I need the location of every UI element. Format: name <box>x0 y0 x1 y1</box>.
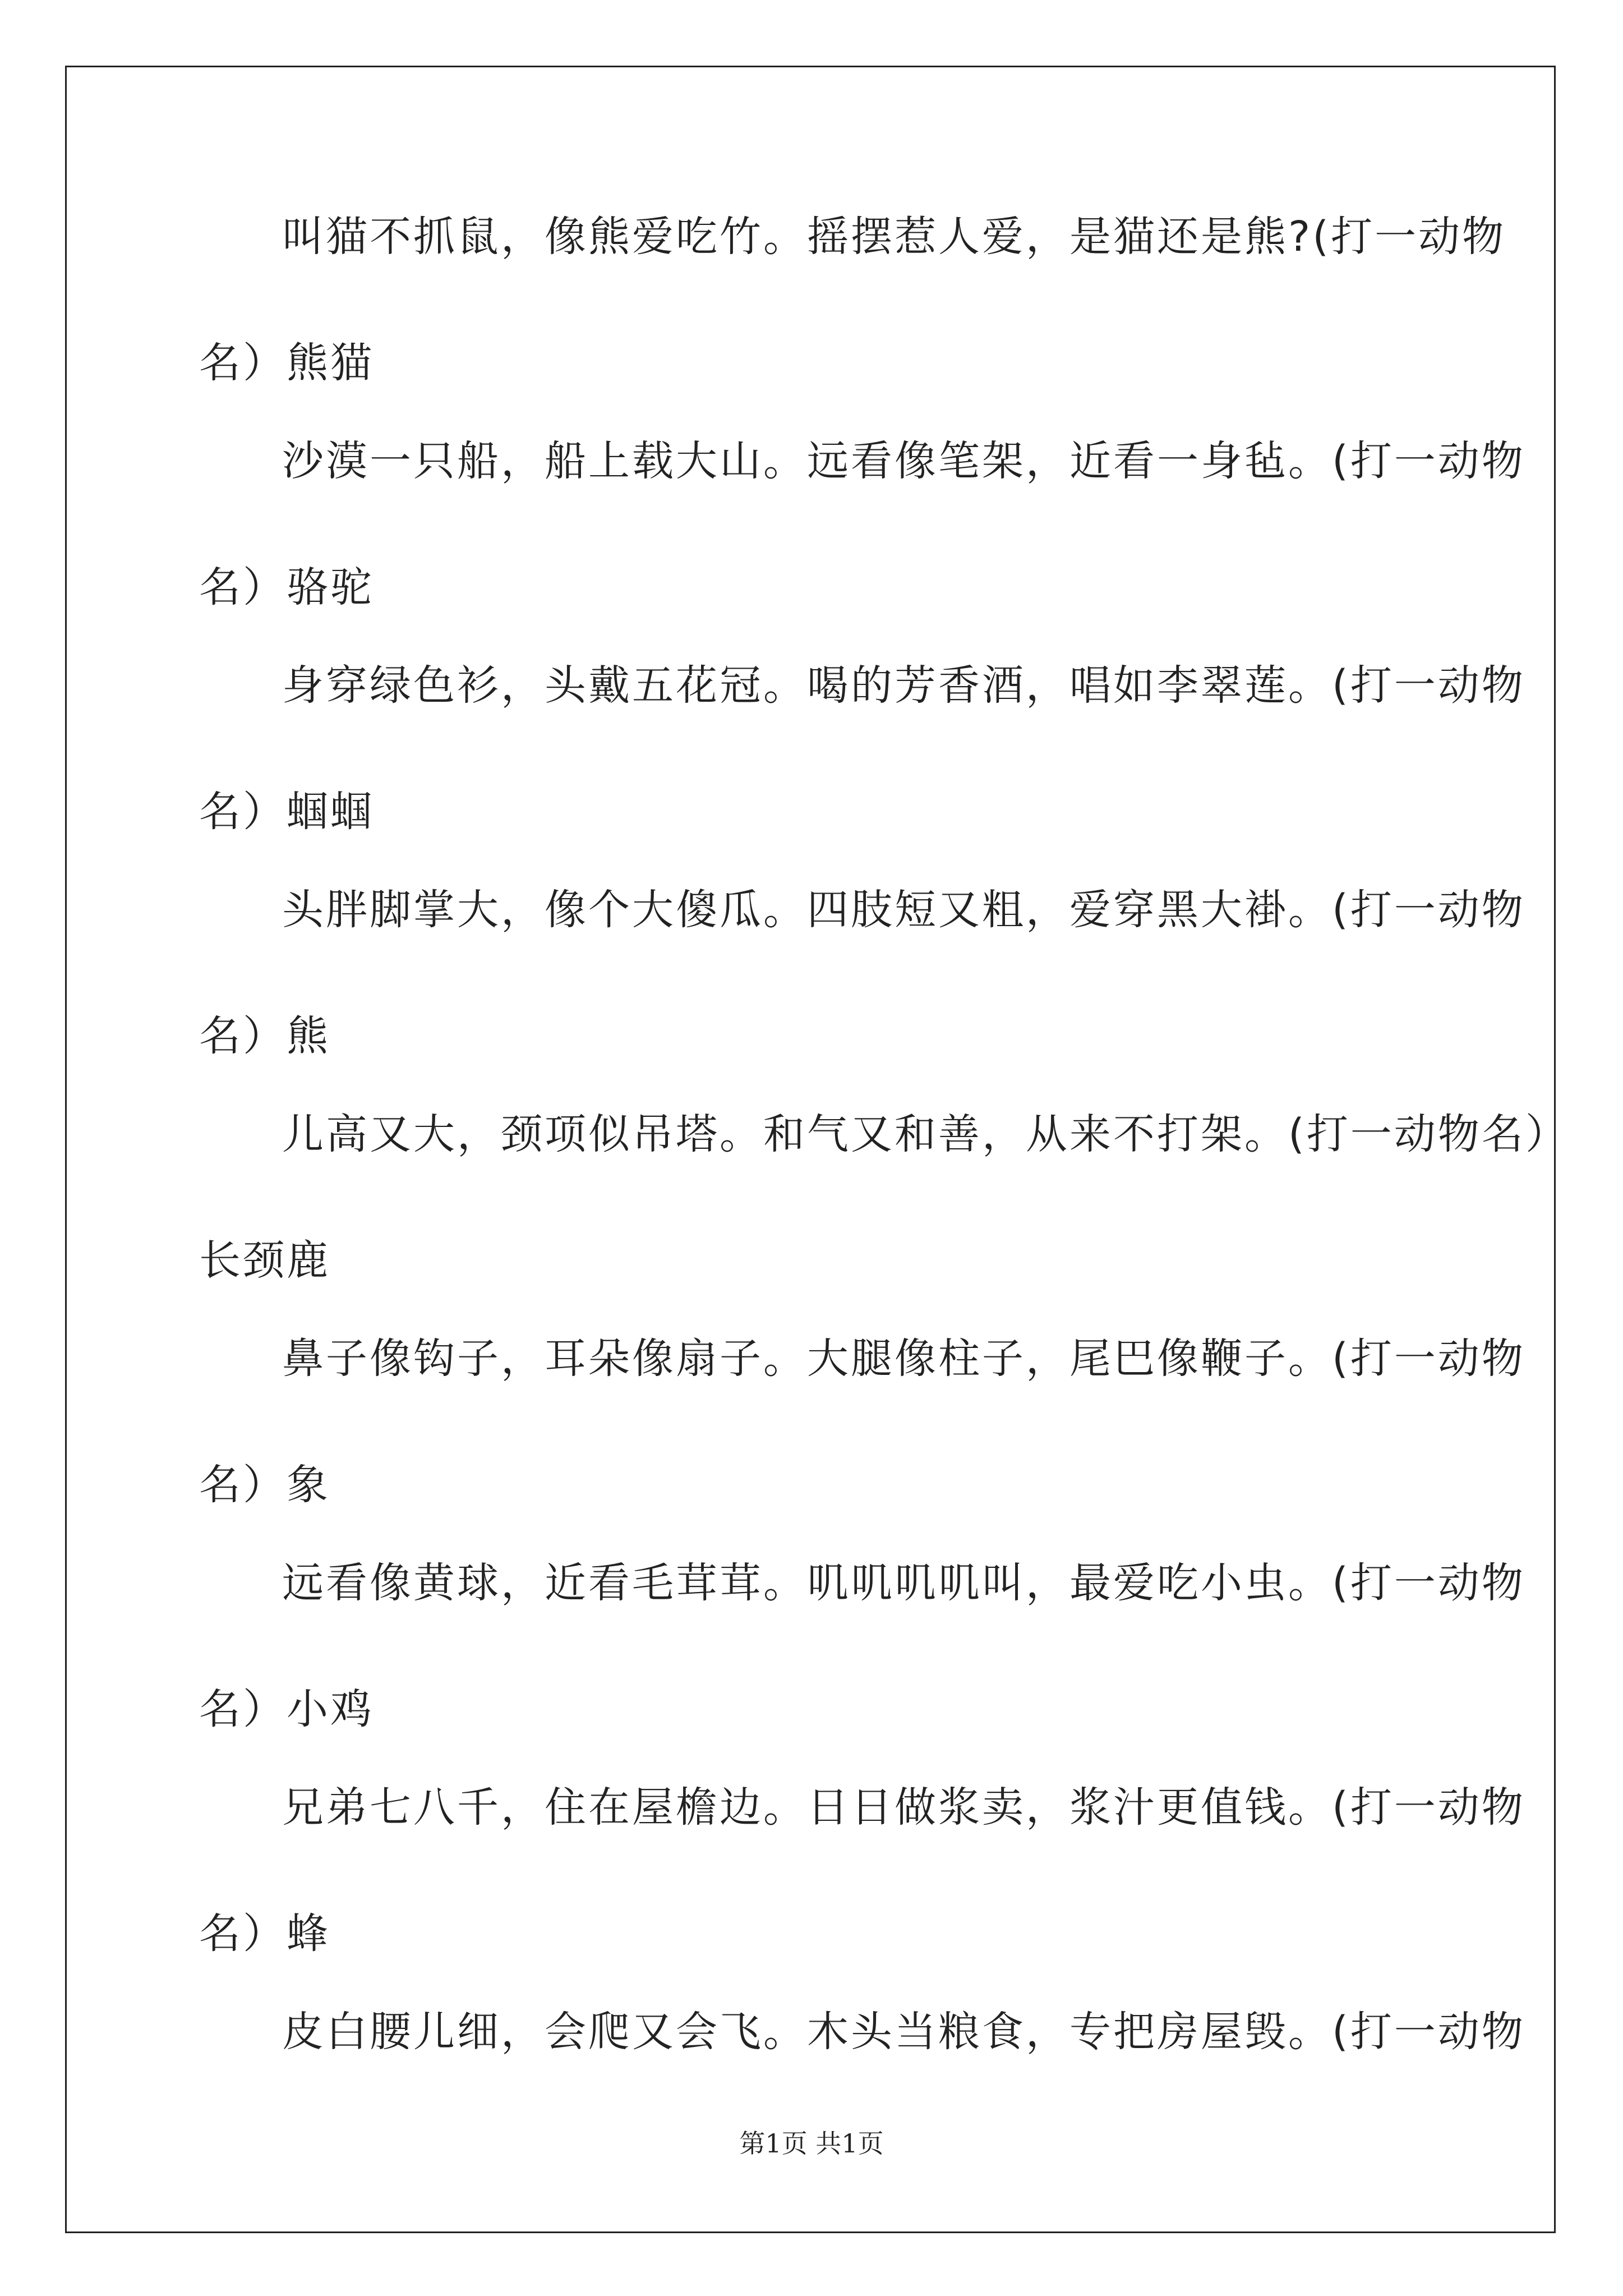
riddle-4-answer-line: 名）熊 <box>199 1012 330 1060</box>
riddle-6-line-1: 鼻子像钩子，耳朵像扇子。大腿像柱子，尾巴像鞭子。(打一动物 <box>282 1335 1525 1383</box>
riddle-9-line-1: 皮白腰儿细，会爬又会飞。木头当粮食，专把房屋毁。(打一动物 <box>282 2008 1525 2056</box>
page-number-footer: 第1页 共1页 <box>739 2128 884 2159</box>
riddle-1-answer-line: 名）熊猫 <box>199 339 374 387</box>
riddle-7-line-1: 远看像黄球，近看毛茸茸。叽叽叽叽叫，最爱吃小虫。(打一动物 <box>282 1559 1525 1607</box>
riddle-3-answer-line: 名）蝈蝈 <box>199 788 374 836</box>
riddle-2-answer-line: 名）骆驼 <box>199 563 374 611</box>
riddle-7-answer-line: 名）小鸡 <box>199 1685 374 1733</box>
riddle-8-answer-line: 名）蜂 <box>199 1910 330 1958</box>
riddle-1-line-1: 叫猫不抓鼠，像熊爱吃竹。摇摆惹人爱，是猫还是熊?(打一动物 <box>282 213 1506 261</box>
riddle-3-line-1: 身穿绿色衫，头戴五花冠。喝的芳香酒，唱如李翠莲。(打一动物 <box>282 661 1525 710</box>
riddle-8-line-1: 兄弟七八千，住在屋檐边。日日做浆卖，浆汁更值钱。(打一动物 <box>282 1783 1525 1832</box>
riddle-5-answer-line: 长颈鹿 <box>199 1236 330 1285</box>
riddle-6-answer-line: 名）象 <box>199 1461 330 1509</box>
riddle-2-line-1: 沙漠一只船，船上载大山。远看像笔架，近看一身毡。(打一动物 <box>282 437 1525 485</box>
riddle-5-line-1: 儿高又大，颈项似吊塔。和气又和善，从来不打架。(打一动物名） <box>282 1110 1569 1158</box>
riddle-4-line-1: 头胖脚掌大，像个大傻瓜。四肢短又粗，爱穿黑大褂。(打一动物 <box>282 886 1525 934</box>
